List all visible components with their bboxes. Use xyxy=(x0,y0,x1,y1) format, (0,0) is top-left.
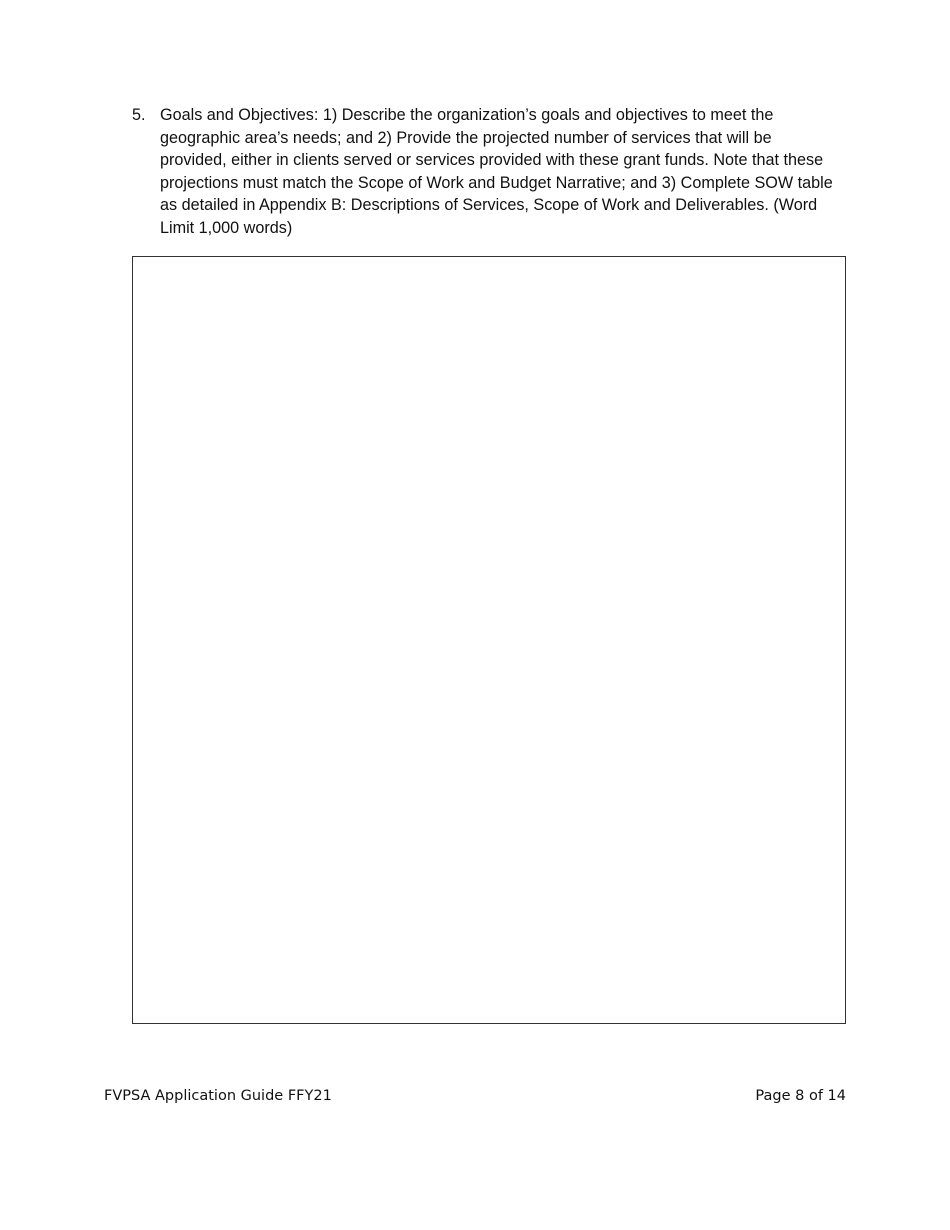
question-number: 5. xyxy=(132,106,146,124)
question-text: Goals and Objectives: 1) Describe the organization’s goals and objectives to meet the geographic area’s needs; and 2) Provide the projected number of services that will be provided, either in clients served or services provided with these grant funds. Note that these projections must match the Scope of Work and Budget Narrative; and 3) Complete SOW table as detailed in Appendix B: Descriptions of Services, Scope of Work and Deliverables. (Word Limit 1,000 words) xyxy=(160,106,833,237)
question-5 xyxy=(132,104,837,240)
footer-page-number: Page 8 of 14 xyxy=(755,1088,846,1104)
response-text-box[interactable] xyxy=(132,256,846,1024)
footer-document-title: FVPSA Application Guide FFY21 xyxy=(104,1088,332,1104)
